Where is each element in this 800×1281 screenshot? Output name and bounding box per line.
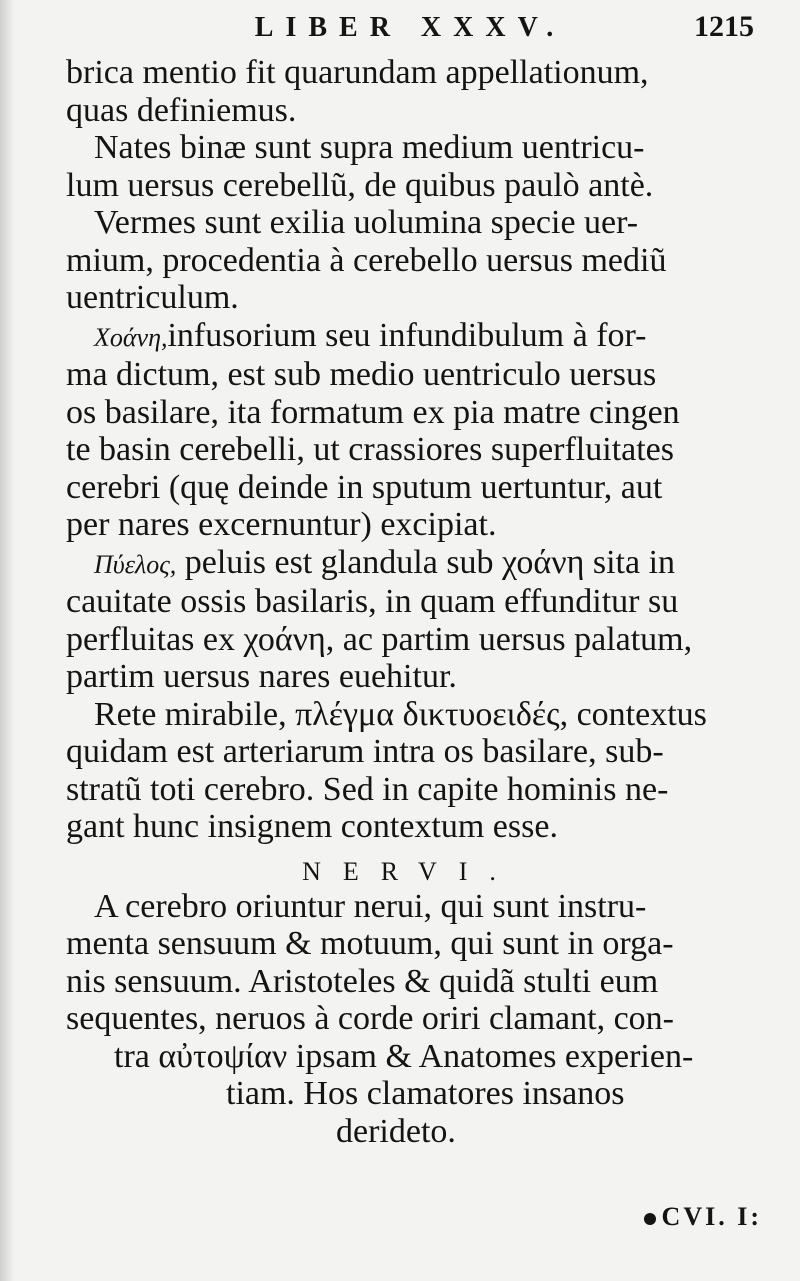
paragraph xyxy=(66,888,754,1151)
text-line: mium, procedentia à cerebello uersus mediũ xyxy=(66,241,667,279)
text-line: stratũ toti cerebro. Sed in capite hominis ne- xyxy=(66,770,669,808)
text-fragment: infusorium seu infundibulum à for- xyxy=(167,316,647,354)
text-line: uentriculum. xyxy=(66,279,239,316)
text-line: cerebri (quę deinde in sputum uertuntur, aut xyxy=(66,468,663,506)
text-line: derideto. xyxy=(336,1112,456,1150)
paragraph xyxy=(66,54,754,129)
running-head: LIBER XXXV. xyxy=(254,12,566,43)
page-number: 1215 xyxy=(694,10,754,43)
paragraph xyxy=(66,204,754,317)
page-header xyxy=(66,10,754,54)
page-gutter-shadow xyxy=(0,0,14,1281)
signature-mark xyxy=(644,1202,762,1232)
text-line: Rete mirabile, πλέγμα δικτυοειδές, contextus xyxy=(94,695,707,733)
text-line: ma dictum, est sub medio uentriculo uersus xyxy=(66,356,657,393)
text-fragment: peluis est glandula sub χοάνη sita in xyxy=(184,543,676,581)
greek-term: Πύελος, xyxy=(94,549,177,579)
text-line: tra αὐτοψίαν ipsam & Anatomes experien- xyxy=(114,1037,694,1075)
text-line: menta sensuum & motuum, qui sunt in orga- xyxy=(66,925,674,962)
text-line: lum uersus cerebellũ, de quibus paulò antè. xyxy=(66,166,654,204)
body-text xyxy=(66,54,754,1150)
text-line: Vermes sunt exilia uolumina specie uer- xyxy=(94,204,639,241)
text-line: per nares excernuntur) excipiat. xyxy=(66,506,497,543)
paragraph xyxy=(66,317,754,544)
text-line: quas definiemus. xyxy=(66,91,297,129)
text-line: cauitate ossis basilaris, in quam effunditur su xyxy=(66,583,679,620)
text-line: perfluitas ex χοάνη, ac partim uersus palatum, xyxy=(66,620,693,658)
text-line: partim uersus nares euehitur. xyxy=(66,658,457,695)
text-line: nis sensuum. Aristoteles & quidã stulti eum xyxy=(66,962,659,1000)
bullet-dot-icon xyxy=(644,1213,656,1225)
text-line: Nates binæ sunt supra medium uentricu- xyxy=(94,129,645,166)
paragraph xyxy=(66,129,754,204)
greek-term: Χοάνη, xyxy=(94,322,168,352)
text-line: os basilare, ita formatum ex pia matre cingen xyxy=(66,393,680,431)
text-line: tiam. Hos clamatores insanos xyxy=(226,1075,625,1112)
text-line: A cerebro oriuntur nerui, qui sunt instru- xyxy=(94,887,647,925)
section-title: NERVI. xyxy=(302,856,518,886)
signature-text: CVI. I: xyxy=(661,1202,762,1231)
text-line xyxy=(66,317,754,357)
text-line: te basin cerebelli, ut crassiores superfluitates xyxy=(66,431,674,468)
text-line: sequentes, neruos à corde oriri clamant, con- xyxy=(66,1000,674,1037)
text-line xyxy=(66,544,754,584)
paragraph xyxy=(66,696,754,846)
text-line: gant hunc insignem contextum esse. xyxy=(66,808,558,845)
text-line: brica mentio fit quarundam appellationum, xyxy=(66,54,649,91)
text-line: quidam est arteriarum intra os basilare, sub- xyxy=(66,733,664,770)
paragraph xyxy=(66,544,754,696)
